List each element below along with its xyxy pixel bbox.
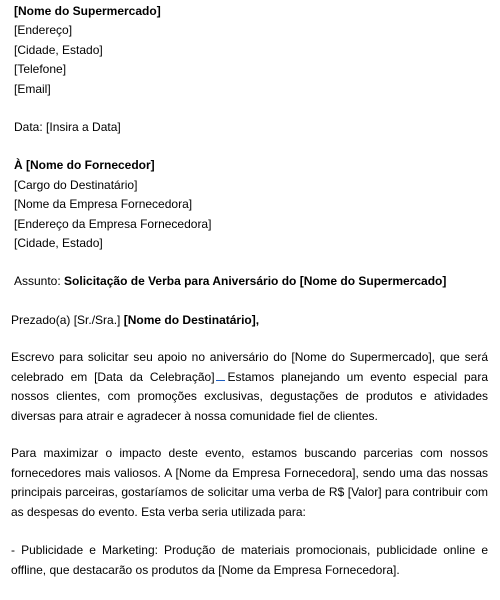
sender-address: [Endereço] [14, 23, 73, 37]
subject-label: Assunto: [14, 274, 61, 288]
sender-email: [Email] [14, 82, 51, 96]
salutation-name: [Nome do Destinatário], [123, 313, 260, 327]
salutation [11, 313, 259, 327]
recipient-company-address: [Endereço da Empresa Fornecedora] [14, 217, 212, 231]
body-paragraph-3: - Publicidade e Marketing: Produção de materiais promocionais, publicidade online e offline, que destacarão os produtos da [Nome da Empresa Fornecedora]. [11, 543, 488, 577]
recipient-city-state: [Cidade, Estado] [14, 236, 103, 250]
body-paragraph-2: Para maximizar o impacto deste evento, estamos buscando parcerias com nossos fornecedores mais valiosos. A [Nome da Empresa Fornecedora], sendo uma das nossas principais parceiras, gostaríamos de solicitar uma verba de R$ [Valor] para contribuir com as despesas do evento. Esta verba seria utilizada para: [11, 446, 488, 519]
date-label: Data: [14, 120, 43, 134]
subject-text: Solicitação de Verba para Aniversário do [Nome do Supermercado] [64, 274, 447, 288]
recipient-role: [Cargo do Destinatário] [14, 178, 138, 192]
sender-phone: [Telefone] [14, 62, 67, 76]
body-paragraph-1-part-2: Estamos planejando um evento especial para nossos clientes, com promoções exclusivas, degustações de produtos e atividades diversas para atrair e agradecer à nossa comunidade fiel de clientes. [11, 369, 488, 423]
date-value: [Insira a Data] [46, 120, 121, 134]
recipient-name: À [Nome do Fornecedor] [14, 158, 155, 172]
body-paragraph-1 [11, 348, 488, 426]
body-paragraph-1-part-1: Escrevo para solicitar seu apoio no aniversário do [Nome do Supermercado], que será celebrado em [Data da Celebração] [11, 350, 488, 384]
salutation-prefix: Prezado(a) [Sr./Sra.] [11, 313, 121, 327]
sender-city-state: [Cidade, Estado] [14, 43, 103, 57]
comment-marker-icon [216, 372, 225, 381]
date-line [14, 120, 121, 134]
subject-line [14, 274, 446, 288]
sender-name: [Nome do Supermercado] [14, 4, 161, 18]
recipient-company: [Nome da Empresa Fornecedora] [14, 197, 193, 211]
